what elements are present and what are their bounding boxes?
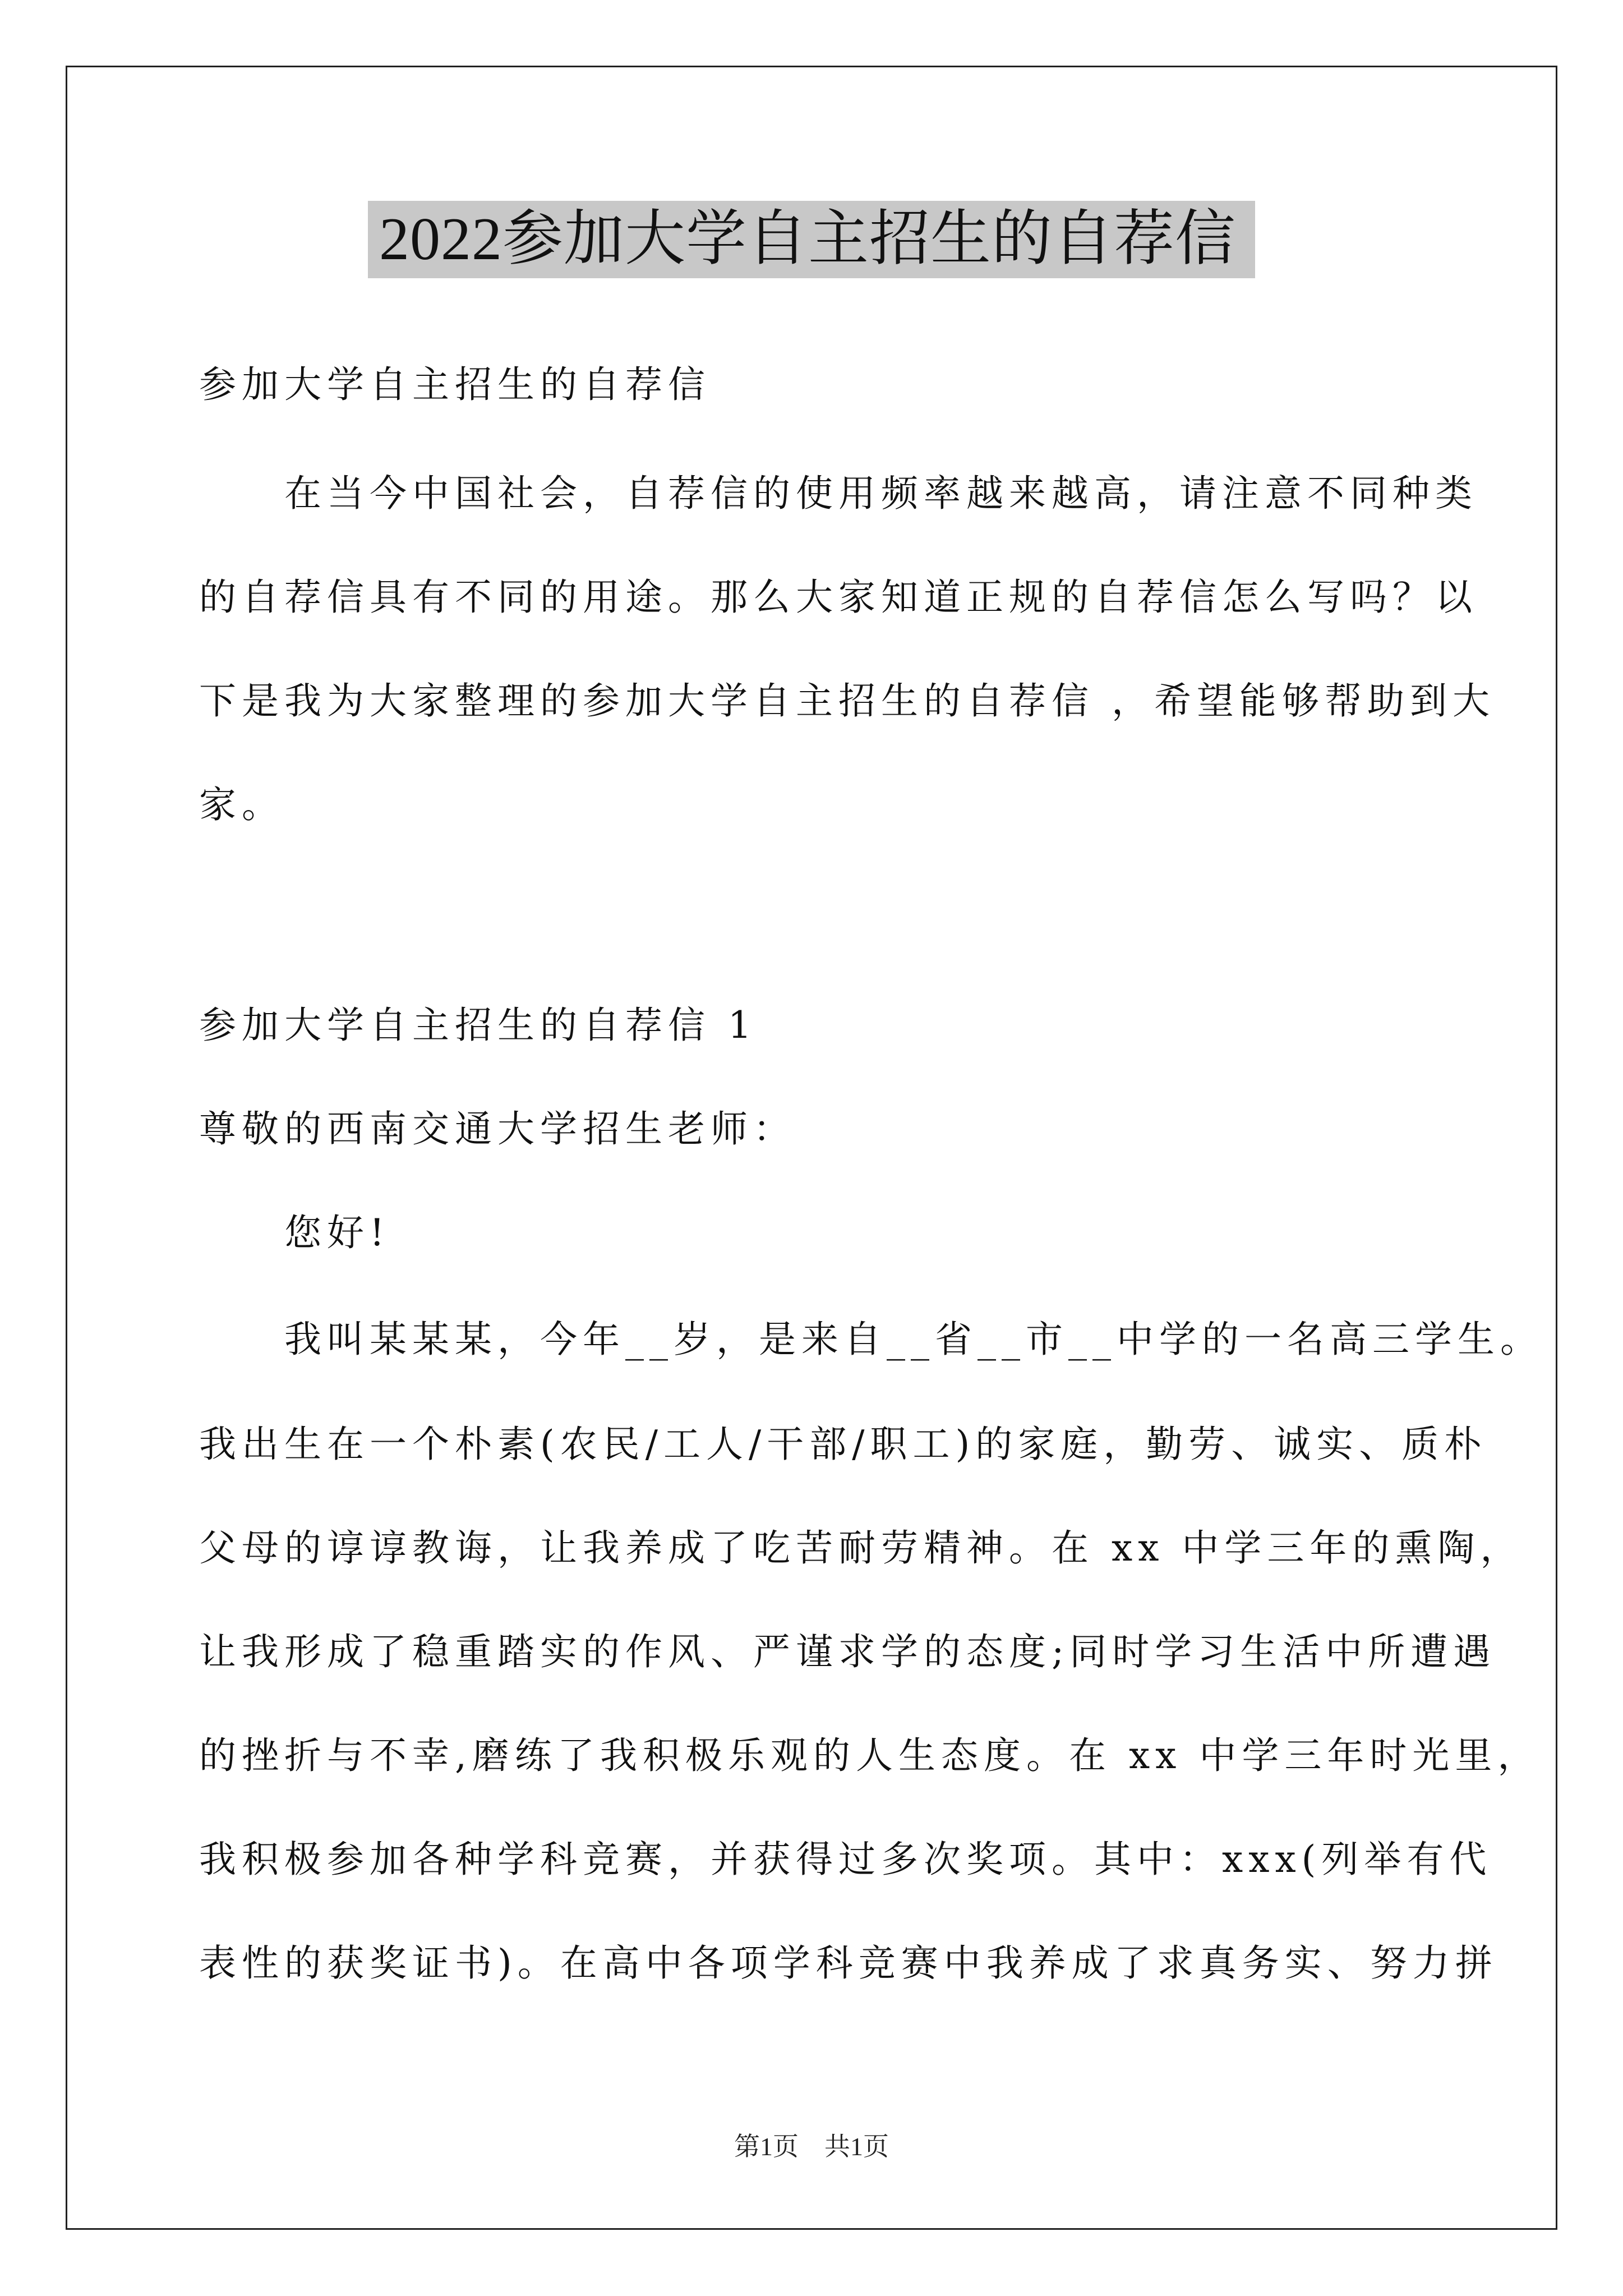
- paragraph-line: 下是我为大家整理的参加大学自主招生的自荐信 ，希望能够帮助到大: [199, 679, 1495, 723]
- greeting: 您好!: [199, 1211, 390, 1254]
- paragraph-line: 我叫某某某，今年__岁，是来自__省__市__中学的一名高三学生。: [199, 1318, 1543, 1361]
- paragraph-line: 的挫折与不幸,磨练了我积极乐观的人生态度。在 xx 中学三年时光里，: [199, 1734, 1541, 1777]
- salutation: 尊敬的西南交通大学招生老师：: [199, 1107, 796, 1151]
- document-title: 2022参加大学自主招生的自荐信: [368, 201, 1255, 278]
- paragraph-line: 我出生在一个朴素(农民/工人/干部/职工)的家庭，勤劳、诚实、质朴: [199, 1423, 1487, 1466]
- paragraph-line: 的自荐信具有不同的用途。那么大家知道正规的自荐信怎么写吗？以: [199, 576, 1478, 619]
- paragraph-line: 父母的谆谆教诲，让我养成了吃苦耐劳精神。在 xx 中学三年的熏陶，: [199, 1526, 1523, 1570]
- paragraph-line: 让我形成了稳重踏实的作风、严谨求学的态度;同时学习生活中所遭遇: [199, 1630, 1496, 1673]
- page-footer: 第1页 共1页: [734, 2132, 889, 2161]
- paragraph-line: 在当今中国社会，自荐信的使用频率越来越高，请注意不同种类: [199, 472, 1478, 515]
- paragraph-line: 家。: [199, 783, 284, 826]
- paragraph-line: 表性的获奖证书)。在高中各项学科竞赛中我养成了求真务实、努力拼: [199, 1941, 1498, 1985]
- section-heading: 参加大学自主招生的自荐信 1: [199, 1004, 757, 1047]
- heading-line: 参加大学自主招生的自荐信: [199, 363, 711, 406]
- paragraph-line: 我积极参加各种学科竞赛，并获得过多次奖项。其中：xxx(列举有代: [199, 1838, 1492, 1881]
- title-container: [0, 201, 1623, 278]
